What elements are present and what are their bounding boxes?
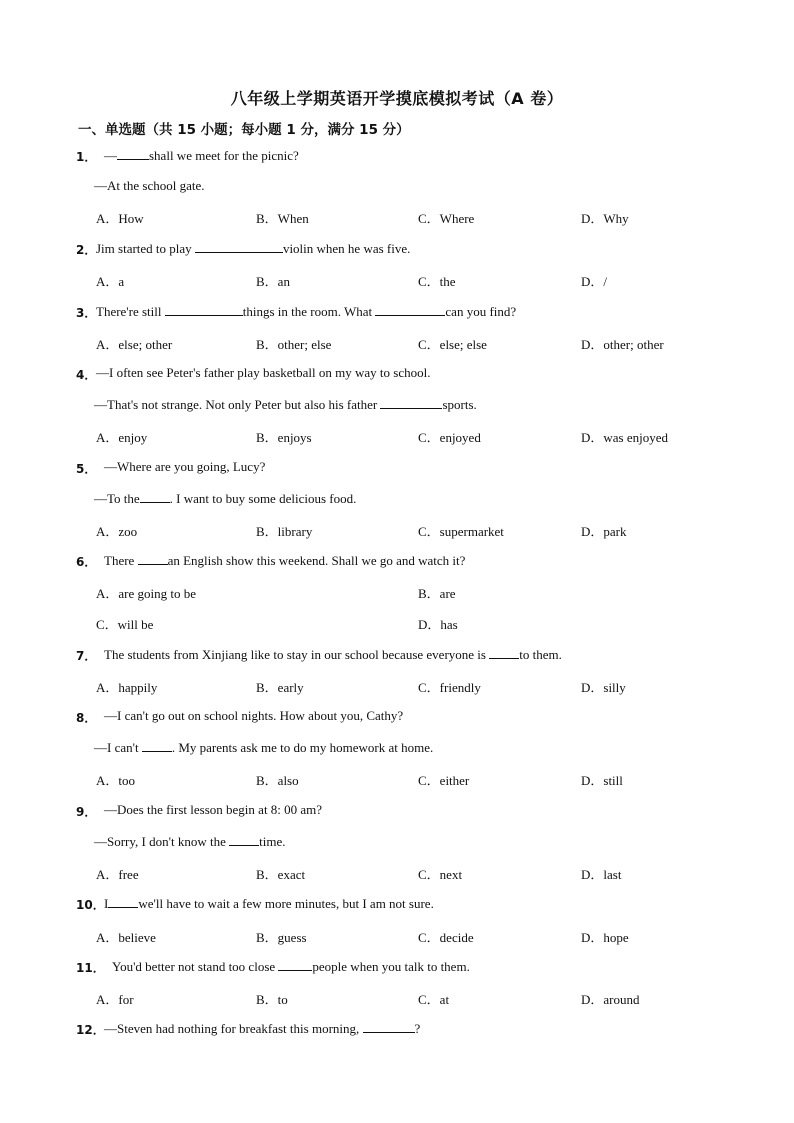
answer-blank[interactable] <box>140 490 170 503</box>
question-stem-line <box>104 552 465 569</box>
question-text: The students from Xinjiang like to stay in our school because everyone is <box>104 647 490 662</box>
answer-option[interactable]: C．next <box>418 867 463 882</box>
question-text: . My parents ask me to do my homework at home. <box>171 740 434 755</box>
answer-option[interactable]: B．also <box>256 773 299 788</box>
question-text: —That's not strange. Not only Peter but also his father <box>94 397 381 412</box>
answer-option[interactable]: D．hope <box>581 930 629 945</box>
answer-option[interactable]: A．too <box>96 773 136 788</box>
question-text: —I often see Peter's father play basketball on my way to school. <box>96 365 431 380</box>
answer-option[interactable]: B．an <box>256 274 290 289</box>
question-number: 10． <box>76 898 105 912</box>
question-stem-line <box>94 178 204 194</box>
question-text: violin when he was five. <box>282 241 411 256</box>
answer-option[interactable]: A．believe <box>96 930 156 945</box>
question-text: ? <box>414 1021 421 1036</box>
question-text: shall we meet for the picnic? <box>149 148 299 163</box>
question-text: things in the room. What <box>242 304 376 319</box>
question-number: 1． <box>76 150 97 164</box>
question-number: 9． <box>76 805 97 819</box>
answer-option[interactable]: A．How <box>96 211 144 226</box>
answer-option[interactable]: C．decide <box>418 930 474 945</box>
question-stem-line <box>94 739 433 756</box>
answer-option[interactable]: B．enjoys <box>256 430 312 445</box>
answer-option[interactable]: A．for <box>96 992 134 1007</box>
question-stem-line <box>112 958 470 975</box>
question-text: to them. <box>519 647 562 662</box>
answer-option[interactable]: C．the <box>418 274 456 289</box>
answer-blank[interactable] <box>108 895 138 908</box>
answer-option[interactable]: A．happily <box>96 680 158 695</box>
section-heading: 一、单选题（共 15 小题；每小题 1 分，满分 15 分） <box>78 122 410 138</box>
question-stem-line <box>94 490 356 507</box>
answer-option[interactable]: C．friendly <box>418 680 481 695</box>
answer-option[interactable]: A．a <box>96 274 125 289</box>
question-stem-line <box>104 646 562 663</box>
question-stem-line <box>104 895 434 912</box>
answer-option[interactable]: C．either <box>418 773 470 788</box>
answer-option[interactable]: C．Where <box>418 211 475 226</box>
question-text: There're still <box>96 304 165 319</box>
exam-title: 八年级上学期英语开学摸底模拟考试（A 卷） <box>230 89 564 108</box>
answer-option[interactable]: C．supermarket <box>418 524 504 539</box>
question-text: —Steven had nothing for breakfast this morning, <box>104 1021 363 1036</box>
question-text: people when you talk to them. <box>312 959 470 974</box>
answer-option[interactable]: B．other; else <box>256 337 332 352</box>
question-number: 7． <box>76 649 97 663</box>
answer-option[interactable]: D．Why <box>581 211 629 226</box>
question-number: 2． <box>76 243 97 257</box>
answer-blank[interactable] <box>363 1020 415 1033</box>
question-text: —To the <box>94 491 140 506</box>
question-stem-line <box>94 833 285 850</box>
question-text: There <box>104 553 138 568</box>
answer-option[interactable]: A．zoo <box>96 524 138 539</box>
question-text: —I can't <box>94 740 142 755</box>
question-stem-line <box>96 303 516 320</box>
answer-blank[interactable] <box>278 958 312 971</box>
question-text: —Sorry, I don't know the <box>94 834 230 849</box>
answer-option[interactable]: D．still <box>581 773 623 788</box>
answer-option[interactable]: D．around <box>581 992 640 1007</box>
question-text: —Does the first lesson begin at 8: 00 am? <box>104 802 323 817</box>
question-text: —I can't go out on school nights. How about you, Cathy? <box>104 708 404 723</box>
answer-option[interactable]: A．are going to be <box>96 586 197 601</box>
answer-option[interactable]: D．other; other <box>581 337 664 352</box>
question-text: Jim started to play <box>96 241 195 256</box>
question-text: —At the school gate. <box>94 178 205 193</box>
answer-option[interactable]: B．are <box>418 586 456 601</box>
question-number: 4． <box>76 368 97 382</box>
answer-option[interactable]: B．guess <box>256 930 307 945</box>
answer-option[interactable]: B．exact <box>256 867 306 882</box>
question-text: You'd better not stand too close <box>112 959 279 974</box>
answer-option[interactable]: B．to <box>256 992 288 1007</box>
question-text: we'll have to wait a few more minutes, but I am not sure. <box>138 896 434 911</box>
question-text: time. <box>259 834 286 849</box>
question-text: I <box>104 896 109 911</box>
answer-option[interactable]: D．has <box>418 617 458 632</box>
answer-blank[interactable] <box>117 147 149 160</box>
question-stem-line <box>94 396 477 413</box>
question-text: an English show this weekend. Shall we go and watch it? <box>167 553 466 568</box>
answer-blank[interactable] <box>380 396 442 409</box>
answer-option[interactable]: A．enjoy <box>96 430 148 445</box>
answer-option[interactable]: C．will be <box>96 617 154 632</box>
answer-blank[interactable] <box>375 303 445 316</box>
answer-option[interactable]: B．library <box>256 524 313 539</box>
question-stem-line <box>104 1020 420 1037</box>
answer-option[interactable]: D．was enjoyed <box>581 430 669 445</box>
answer-option[interactable]: D．park <box>581 524 627 539</box>
question-stem-line <box>104 802 322 818</box>
question-number: 5． <box>76 462 97 476</box>
question-text: sports. <box>442 397 477 412</box>
answer-blank[interactable] <box>489 646 519 659</box>
answer-blank[interactable] <box>165 303 243 316</box>
answer-blank[interactable] <box>138 552 168 565</box>
answer-option[interactable]: B．early <box>256 680 304 695</box>
answer-option[interactable]: D．last <box>581 867 622 882</box>
question-text: . I want to buy some delicious food. <box>169 491 357 506</box>
answer-option[interactable]: D．/ <box>581 274 608 289</box>
question-text: —Where are you going, Lucy? <box>104 459 266 474</box>
answer-option[interactable]: A．free <box>96 867 139 882</box>
answer-blank[interactable] <box>195 240 283 253</box>
question-number: 11． <box>76 961 105 975</box>
question-text: — <box>104 148 117 163</box>
answer-option[interactable]: D．silly <box>581 680 626 695</box>
answer-option[interactable]: C．else; else <box>418 337 487 352</box>
answer-blank[interactable] <box>142 739 172 752</box>
question-stem-line <box>96 365 430 381</box>
question-stem-line <box>104 708 403 724</box>
answer-blank[interactable] <box>229 833 259 846</box>
question-stem-line <box>104 147 299 164</box>
question-number: 6． <box>76 555 97 569</box>
answer-option[interactable]: C．enjoyed <box>418 430 481 445</box>
question-stem-line <box>104 459 265 475</box>
answer-option[interactable]: C．at <box>418 992 450 1007</box>
answer-option[interactable]: A．else; other <box>96 337 173 352</box>
question-text: can you find? <box>445 304 517 319</box>
answer-option[interactable]: B．When <box>256 211 309 226</box>
question-number: 3． <box>76 306 97 320</box>
question-number: 12． <box>76 1023 105 1037</box>
question-number: 8． <box>76 711 97 725</box>
question-stem-line <box>96 240 410 257</box>
